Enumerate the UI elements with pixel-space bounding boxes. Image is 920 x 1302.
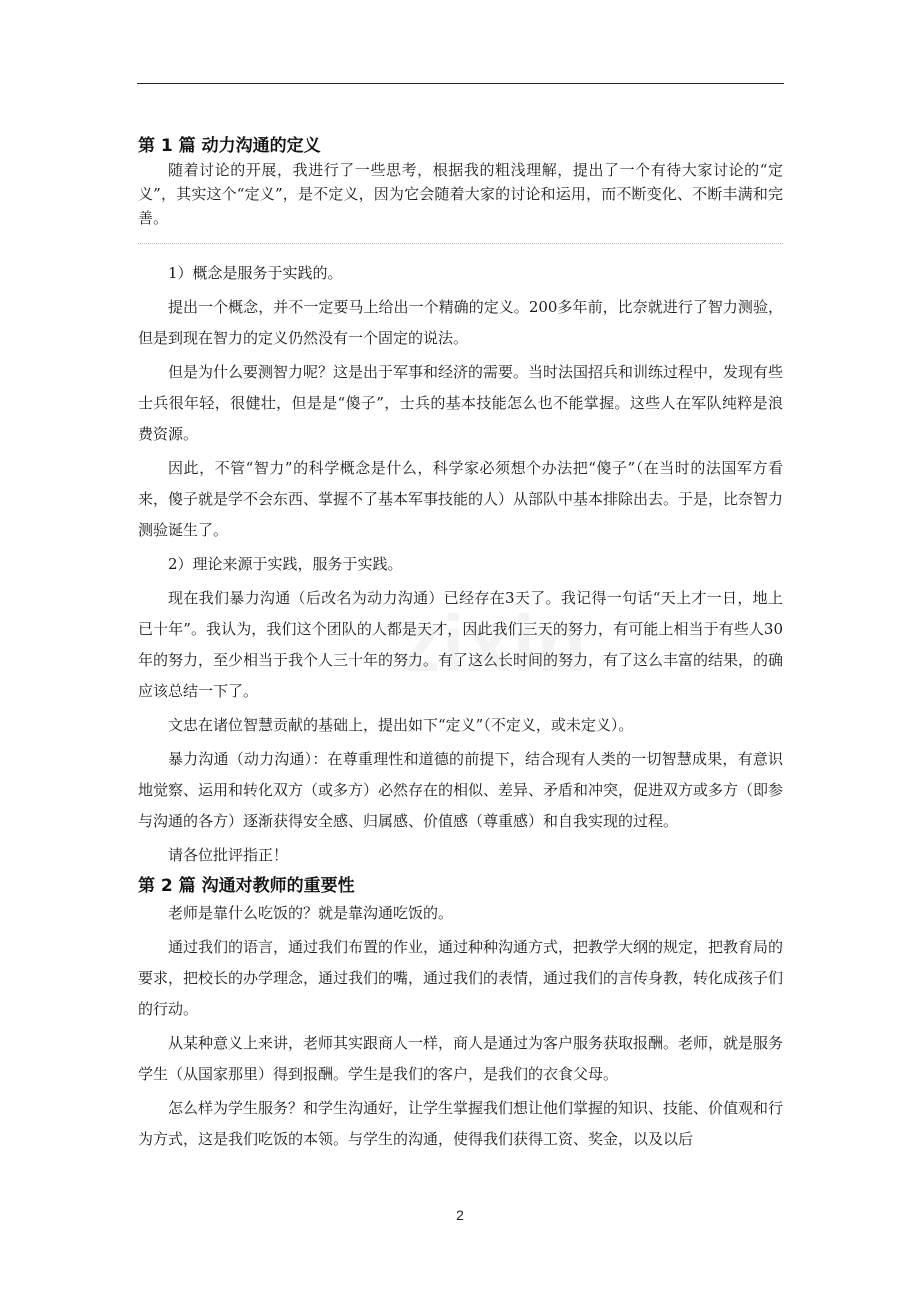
paragraph: 2）理论来源于实践，服务于实践。	[168, 555, 403, 573]
section-1-heading: 第 1 篇 动力沟通的定义	[138, 136, 321, 156]
section-2-heading: 第 2 篇 沟通对教师的重要性	[138, 876, 355, 896]
paragraph: 暴力沟通（动力沟通）：在尊重理性和道德的前提下，结合现有人类的一切智慧成果，有意识地觉察、运用和转化双方（或多方）必然存在的相似、差异、矛盾和冲突，促进双方或多方（即参与沟通的各方）逐渐获得安全感、归属感、价值感（尊重感）和自我实现的过程。	[138, 750, 784, 830]
paragraph: 现在我们暴力沟通（后改名为动力沟通）已经存在3天了。我记得一句话“天上才一日，地上已十年”。我认为，我们这个团队的人都是天才，因此我们三天的努力，有可能上相当于有些人30年的努力，至少相当于我个人三十年的努力。有了这么长时间的努力，有了这么丰富的结果，的确应该总结一下了。	[138, 589, 784, 700]
paragraph: 请各位批评指正！	[168, 846, 289, 864]
paragraph: 但是为什么要测智力呢？这是出于军事和经济的需要。当时法国招兵和训练过程中，发现有些士兵很年轻，很健壮，但是是“傻子”，士兵的基本技能怎么也不能掌握。这些人在军队纯粹是浪费资源。	[138, 363, 784, 443]
paragraph: 因此，不管“智力”的科学概念是什么，科学家必须想个办法把“傻子”（在当时的法国军方看来，傻子就是学不会东西、掌握不了基本军事技能的人）从部队中基本排除出去。于是，比奈智力测验诞生了。	[138, 459, 784, 539]
paragraph: 文忠在诸位智慧贡献的基础上，提出如下“定义”（不定义，或未定义）。	[168, 716, 634, 734]
paragraph: 从某种意义上来讲，老师其实跟商人一样，商人是通过为客户服务获取报酬。老师，就是服务学生（从国家那里）得到报酬。学生是我们的客户，是我们的衣食父母。	[138, 1034, 784, 1083]
paragraph: 提出一个概念，并不一定要马上给出一个精确的定义。200多年前，比奈就进行了智力测验，但是到现在智力的定义仍然没有一个固定的说法。	[138, 298, 783, 347]
paragraph: 怎么样为学生服务？和学生沟通好，让学生掌握我们想让他们掌握的知识、技能、价值观和行为方式，这是我们吃饭的本领。与学生的沟通，使得我们获得工资、奖金，以及以后	[138, 1099, 784, 1148]
page-content	[138, 134, 783, 1158]
section-1-intro: 随着讨论的开展，我进行了一些思考，根据我的粗浅理解，提出了一个有待大家讨论的“定义”，其实这个“定义”，是不定义，因为它会随着大家的讨论和运用，而不断变化、不断丰满和完善。	[138, 161, 783, 227]
dotted-divider	[138, 243, 783, 244]
paragraph: 1）概念是服务于实践的。	[168, 264, 343, 282]
watermark-logo: zixin	[400, 599, 588, 688]
header-rule	[137, 83, 784, 84]
paragraph: 老师是靠什么吃饭的？就是靠沟通吃饭的。	[168, 904, 454, 922]
page-number: 2	[456, 1207, 464, 1223]
paragraph: 通过我们的语言，通过我们布置的作业，通过种种沟通方式，把教学大纲的规定，把教育局的要求，把校长的办学理念，通过我们的嘴，通过我们的表情，通过我们的言传身教，转化成孩子们的行动。	[138, 938, 784, 1018]
